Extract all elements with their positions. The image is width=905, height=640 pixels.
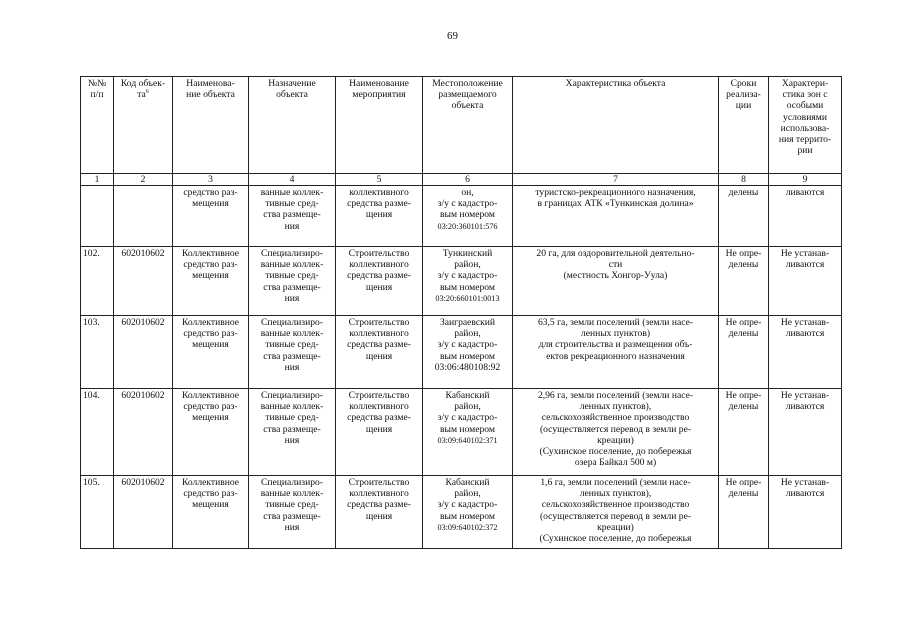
zones-cell xyxy=(769,316,842,389)
column-header-line: Местоположение xyxy=(432,78,503,89)
characteristic-cell xyxy=(513,247,719,316)
location-line: Кабанский xyxy=(445,477,490,488)
cadastral-number: 03:20:360101:576 xyxy=(437,221,498,231)
characteristic-line: креации) xyxy=(597,521,634,533)
row-number-cell xyxy=(81,476,114,549)
column-header-line: Характеристика объекта xyxy=(565,78,666,89)
location-line: з/у с кадастро- xyxy=(437,198,498,210)
row-number-line: 102. xyxy=(83,248,100,259)
characteristic-line: 1,6 га, земли поселений (земли насе- xyxy=(540,477,691,488)
column-header xyxy=(423,77,513,174)
activity-line: средства разме- xyxy=(347,499,411,511)
objects-table xyxy=(80,76,842,549)
object-purpose-line: Специализиро- xyxy=(260,248,324,259)
terms-line: Не опре- xyxy=(725,477,762,488)
object-purpose-line: тивные сред- xyxy=(265,499,319,511)
zones-line: ливаются xyxy=(785,401,825,413)
object-name-line: Коллективное xyxy=(181,317,240,328)
column-header-line: условиями xyxy=(783,111,827,123)
activity-cell xyxy=(336,389,423,476)
characteristic-cell xyxy=(513,316,719,389)
column-header-line: $та^6$ xyxy=(137,89,149,101)
row-number-line: 105. xyxy=(83,477,100,488)
terms-cell xyxy=(719,476,769,549)
object-purpose-line: ства размеще- xyxy=(263,423,321,435)
characteristic-line: сти xyxy=(608,259,623,271)
activity-line: Строительство xyxy=(348,248,410,259)
activity-line: щения xyxy=(365,510,393,522)
column-header-line: ние объекта xyxy=(186,89,235,101)
object-purpose-line: ния xyxy=(284,361,300,373)
zones-cell xyxy=(769,186,842,247)
row-number-cell xyxy=(81,389,114,476)
terms-line: делены xyxy=(728,401,759,413)
terms-cell xyxy=(719,247,769,316)
object-name-line: средство раз- xyxy=(183,401,238,413)
object-name-line: средство раз- xyxy=(183,187,238,198)
location-cell xyxy=(423,316,513,389)
terms-line: Не опре- xyxy=(725,390,762,401)
location-line: Кабанский xyxy=(445,390,490,401)
zones-line: ливаются xyxy=(785,259,825,271)
zones-line: Не устанав- xyxy=(780,248,830,259)
zones-line: Не устанав- xyxy=(780,390,830,401)
activity-line: Строительство xyxy=(348,317,410,328)
terms-line: Не опре- xyxy=(725,317,762,328)
zones-line: Не устанав- xyxy=(780,317,830,328)
activity-line: Строительство xyxy=(348,390,410,401)
location-line: район, xyxy=(454,401,481,413)
object-code-cell xyxy=(114,316,173,389)
column-header-line: Характери- xyxy=(781,78,829,89)
location-line: Заиграевский xyxy=(439,317,496,328)
object-name-cell xyxy=(173,247,249,316)
column-header-line: использова- xyxy=(780,122,830,134)
object-name-line: Коллективное xyxy=(181,248,240,259)
column-header-line: п/п xyxy=(90,89,104,101)
object-purpose-line: ния xyxy=(284,434,300,446)
characteristic-line: в границах АТК «Тункинская долина» xyxy=(537,198,694,210)
column-header-line: Наименова- xyxy=(186,78,235,89)
column-header-line: №№ xyxy=(87,78,107,89)
object-purpose-line: ванные коллек- xyxy=(260,187,324,198)
table-row xyxy=(81,316,842,389)
location-line: 03:06:480108:92 xyxy=(434,361,501,373)
object-name-line: мещения xyxy=(192,198,229,210)
column-number: 1 xyxy=(81,174,114,186)
characteristic-line: (Сухинское поселение, до побережья xyxy=(539,446,692,458)
column-header-line: Сроки xyxy=(730,78,757,89)
activity-line: коллективного xyxy=(349,488,409,500)
zones-line: ливаются xyxy=(785,187,825,198)
location-line: з/у с кадастро- xyxy=(437,339,498,351)
row-number-line: 104. xyxy=(83,390,100,401)
activity-line: коллективного xyxy=(349,259,409,271)
column-header xyxy=(249,77,336,174)
object-code-line: 602010602 xyxy=(121,477,165,488)
object-name-cell xyxy=(173,186,249,247)
characteristic-line: (осуществляется перевод в земли ре- xyxy=(539,423,692,435)
column-header-line: Наименование xyxy=(349,78,409,89)
object-purpose-line: Специализиро- xyxy=(260,390,324,401)
object-purpose-line: ванные коллек- xyxy=(260,488,324,500)
location-line: он, xyxy=(461,187,474,198)
activity-line: щения xyxy=(365,281,393,293)
characteristic-cell xyxy=(513,389,719,476)
zones-line: Не устанав- xyxy=(780,477,830,488)
object-name-line: средство раз- xyxy=(183,259,238,271)
object-purpose-line: ния xyxy=(284,292,300,304)
object-code-line: 602010602 xyxy=(121,317,165,328)
column-header-line: объекта xyxy=(276,89,308,101)
activity-cell xyxy=(336,476,423,549)
column-header xyxy=(173,77,249,174)
column-header-line: объекта xyxy=(451,100,484,112)
terms-cell xyxy=(719,186,769,247)
column-header-line: размещаемого xyxy=(438,89,497,101)
row-number-cell xyxy=(81,316,114,389)
characteristic-line: для строительства и размещения объ- xyxy=(538,339,693,351)
characteristic-line: ленных пунктов) xyxy=(580,328,651,340)
object-purpose-line: ния xyxy=(284,220,300,232)
object-name-cell xyxy=(173,316,249,389)
location-line: район, xyxy=(454,328,481,340)
column-header xyxy=(81,77,114,174)
characteristic-line: креации) xyxy=(597,434,634,446)
table-row xyxy=(81,389,842,476)
characteristic-line: 20 га, для оздоровительной деятельно- xyxy=(536,248,695,259)
characteristic-line: ленных пунктов), xyxy=(579,401,652,413)
column-number: 6 xyxy=(423,174,513,186)
location-line: вым номером xyxy=(439,350,495,362)
page-number: 69 xyxy=(447,30,458,42)
characteristic-line: ленных пунктов), xyxy=(579,488,652,500)
location-line: вым номером xyxy=(439,209,495,221)
terms-line: делены xyxy=(728,488,759,500)
object-code-line: 602010602 xyxy=(121,248,165,259)
object-purpose-line: Специализиро- xyxy=(260,317,324,328)
column-header-line: особыми xyxy=(786,100,824,112)
object-code-cell xyxy=(114,247,173,316)
column-number-row xyxy=(81,174,842,186)
location-cell xyxy=(423,247,513,316)
location-cell xyxy=(423,476,513,549)
column-header xyxy=(769,77,842,174)
object-name-cell xyxy=(173,389,249,476)
column-number: 5 xyxy=(336,174,423,186)
column-header-line: реализа- xyxy=(726,89,761,101)
activity-line: средства разме- xyxy=(347,412,411,424)
object-purpose-line: ванные коллек- xyxy=(260,328,324,340)
characteristic-line: туристско-рекреационного назначения, xyxy=(535,187,696,198)
column-number: 2 xyxy=(114,174,173,186)
characteristic-line: ектов рекреационного назначения xyxy=(546,350,685,362)
object-name-line: средство раз- xyxy=(183,328,238,340)
table-row xyxy=(81,476,842,549)
activity-line: щения xyxy=(365,423,393,435)
characteristic-line: (местность Хонгор-Уула) xyxy=(563,270,668,282)
location-line: з/у с кадастро- xyxy=(437,270,498,282)
activity-cell xyxy=(336,186,423,247)
row-number-cell xyxy=(81,247,114,316)
column-header xyxy=(719,77,769,174)
object-code-cell xyxy=(114,476,173,549)
characteristic-line: сельскохозяйственное производство xyxy=(541,499,690,511)
column-header-line: мероприятия xyxy=(352,89,406,101)
zones-cell xyxy=(769,476,842,549)
location-line: Тункинский xyxy=(442,248,493,259)
object-purpose-line: ванные коллек- xyxy=(260,401,324,413)
zones-cell xyxy=(769,247,842,316)
object-code-line: 602010602 xyxy=(121,390,165,401)
terms-line: делены xyxy=(728,259,759,271)
object-purpose-line: ства размеще- xyxy=(263,350,321,362)
location-line: район, xyxy=(454,488,481,500)
cadastral-number: 03:09:640102:372 xyxy=(437,522,498,532)
object-name-line: мещения xyxy=(192,499,229,511)
object-name-line: мещения xyxy=(192,270,229,282)
activity-line: коллективного xyxy=(349,401,409,413)
column-number: 4 xyxy=(249,174,336,186)
column-number: 7 xyxy=(513,174,719,186)
object-name-cell xyxy=(173,476,249,549)
table-row xyxy=(81,247,842,316)
column-header-line: стика зон с xyxy=(782,89,828,101)
object-name-line: мещения xyxy=(192,339,229,351)
row-number-line: 103. xyxy=(83,317,100,328)
activity-cell xyxy=(336,316,423,389)
table-row xyxy=(81,186,842,247)
activity-line: средства разме- xyxy=(347,198,411,210)
activity-line: Строительство xyxy=(348,477,410,488)
column-number: 3 xyxy=(173,174,249,186)
table-header-row xyxy=(81,77,842,174)
location-line: район, xyxy=(454,259,481,271)
location-line: вым номером xyxy=(439,423,495,435)
characteristic-line: (осуществляется перевод в земли ре- xyxy=(539,510,692,522)
object-name-line: Коллективное xyxy=(181,477,240,488)
object-purpose-line: ства размеще- xyxy=(263,510,321,522)
activity-line: щения xyxy=(365,209,393,221)
cadastral-number: 03:20:660101:0013 xyxy=(435,293,500,303)
activity-line: коллективного xyxy=(349,328,409,340)
characteristic-cell xyxy=(513,186,719,247)
object-name-line: средство раз- xyxy=(183,488,238,500)
terms-cell xyxy=(719,316,769,389)
object-purpose-line: ния xyxy=(284,521,300,533)
object-purpose-line: ства размеще- xyxy=(263,209,321,221)
column-header-line: Назначение xyxy=(268,78,316,89)
column-number: 9 xyxy=(769,174,842,186)
footnote-marker: 6 xyxy=(145,89,149,96)
zones-cell xyxy=(769,389,842,476)
activity-line: средства разме- xyxy=(347,270,411,282)
location-line: з/у с кадастро- xyxy=(437,499,498,511)
object-purpose-line: ства размеще- xyxy=(263,281,321,293)
location-line: вым номером xyxy=(439,281,495,293)
terms-line: делены xyxy=(728,328,759,340)
object-purpose-cell xyxy=(249,247,336,316)
object-purpose-line: тивные сред- xyxy=(265,412,319,424)
object-code-cell xyxy=(114,186,173,247)
characteristic-line: 2,96 га, земли поселений (земли насе- xyxy=(537,390,694,401)
location-line: вым номером xyxy=(439,510,495,522)
characteristic-cell xyxy=(513,476,719,549)
terms-cell xyxy=(719,389,769,476)
cadastral-number: 03:09:640102:371 xyxy=(437,435,498,445)
object-purpose-cell xyxy=(249,186,336,247)
object-name-line: мещения xyxy=(192,412,229,424)
object-name-line: Коллективное xyxy=(181,390,240,401)
column-header xyxy=(513,77,719,174)
activity-line: коллективного xyxy=(349,187,409,198)
activity-line: средства разме- xyxy=(347,339,411,351)
column-header xyxy=(114,77,173,174)
characteristic-line: озера Байкал 500 м) xyxy=(574,457,657,469)
object-purpose-cell xyxy=(249,316,336,389)
object-purpose-cell xyxy=(249,476,336,549)
characteristic-line: (Сухинское поселение, до побережья xyxy=(539,533,692,545)
object-code-cell xyxy=(114,389,173,476)
location-cell xyxy=(423,389,513,476)
zones-line: ливаются xyxy=(785,488,825,500)
row-number-cell xyxy=(81,186,114,247)
column-header-line: рии xyxy=(797,145,813,157)
object-purpose-line: ванные коллек- xyxy=(260,259,324,271)
terms-line: делены xyxy=(728,187,759,198)
zones-line: ливаются xyxy=(785,328,825,340)
characteristic-line: сельскохозяйственное производство xyxy=(541,412,690,424)
object-purpose-line: тивные сред- xyxy=(265,198,319,210)
object-purpose-cell xyxy=(249,389,336,476)
terms-line: Не опре- xyxy=(725,248,762,259)
characteristic-line: 63,5 га, земли поселений (земли насе- xyxy=(537,317,694,328)
column-number: 8 xyxy=(719,174,769,186)
location-cell xyxy=(423,186,513,247)
activity-cell xyxy=(336,247,423,316)
object-purpose-line: тивные сред- xyxy=(265,270,319,282)
location-line: з/у с кадастро- xyxy=(437,412,498,424)
activity-line: щения xyxy=(365,350,393,362)
column-header-line: Код объек- xyxy=(120,78,166,89)
column-header-line: ния террито- xyxy=(778,134,832,146)
object-purpose-line: тивные сред- xyxy=(265,339,319,351)
column-header-line: ции xyxy=(735,100,752,112)
object-purpose-line: Специализиро- xyxy=(260,477,324,488)
column-header xyxy=(336,77,423,174)
